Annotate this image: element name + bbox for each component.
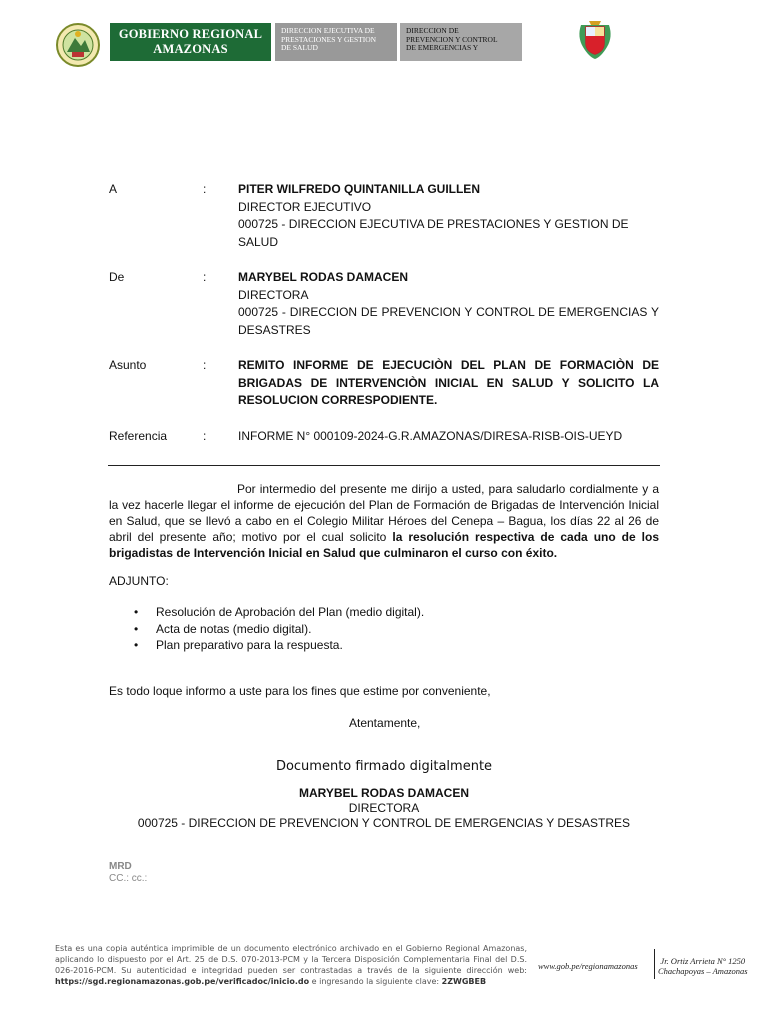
- recipient-name: PITER WILFREDO QUINTANILLA GUILLEN: [238, 182, 480, 196]
- office-line: DE SALUD: [281, 43, 318, 52]
- office-line: DIRECCION EJECUTIVA DE: [281, 26, 375, 35]
- footer-divider: [654, 949, 655, 979]
- reference-label: Referencia: [109, 429, 168, 443]
- sender-name: MARYBEL RODAS DAMACEN: [238, 270, 409, 284]
- office-line: DE EMERGENCIAS Y: [406, 43, 479, 52]
- brand-line-2: AMAZONAS: [153, 42, 228, 56]
- office-line: PREVENCION Y CONTROL: [406, 34, 498, 44]
- verify-link[interactable]: https://sgd.regionamazonas.gob.pe/verificadoc/inicio.do: [55, 977, 310, 986]
- recipient-title: DIRECTOR EJECUTIVO: [238, 199, 372, 214]
- notice-text: Esta es una copia auténtica imprimible de un documento electrónico archivado en el Gobierno Regional Amazonas, aplicando lo dispuesto por el Art. 25 de D.S. 070-2013-PCM y la Tercera Disposición Complementaria Final del D.S. 026-2016-PCM. Su autenticidad e integridad pueden ser contrastadas a través de la siguiente dirección web:: [55, 944, 527, 975]
- list-item: [134, 604, 424, 621]
- authenticity-notice: [55, 943, 527, 987]
- address-line-1: Jr. Ortiz Arrieta N° 1250: [660, 956, 746, 966]
- body-paragraph: [109, 481, 659, 561]
- signer-title: DIRECTORA: [348, 801, 420, 815]
- brand-name-box: [110, 23, 271, 61]
- attachments-label: ADJUNTO:: [109, 574, 169, 588]
- closing-sentence: Es todo loque informo a uste para los fines que estime por conveniente,: [109, 684, 491, 698]
- office-box-emergencias: [400, 23, 522, 61]
- to-value: [238, 181, 659, 251]
- brand-line-1: GOBIERNO REGIONAL: [118, 27, 263, 41]
- cc-line: CC.: cc.:: [109, 873, 148, 884]
- signer-unit: 000725 - DIRECCION DE PREVENCION Y CONTROL DE EMERGENCIAS Y DESASTRES: [137, 816, 631, 830]
- list-item: [134, 637, 424, 654]
- website-link[interactable]: www.gob.pe/regionamazonas: [538, 961, 638, 971]
- colon: :: [203, 182, 207, 196]
- address-block: [658, 956, 748, 976]
- signer-name: MARYBEL RODAS DAMACEN: [298, 786, 469, 800]
- letterhead: [55, 22, 715, 68]
- bullet: •: [134, 621, 139, 636]
- author-initials: MRD: [109, 861, 132, 872]
- address-line-2: Chachapoyas – Amazonas: [658, 966, 748, 976]
- colon: :: [203, 358, 207, 372]
- signature-block: [0, 786, 768, 831]
- bullet: •: [134, 638, 139, 652]
- paragraph-bold-text: la resolución respectiva de cada uno de los brigadistas de Intervención Inicial en Salud que culminaron el curso con éxito.: [109, 530, 660, 560]
- list-item-text: Plan preparativo para la respuesta.: [156, 638, 343, 652]
- sender-unit: 000725 - DIRECCION DE PREVENCION Y CONTROL DE EMERGENCIAS Y DESASTRES: [238, 305, 659, 337]
- list-item: [134, 621, 424, 638]
- regards: Atentamente,: [349, 716, 421, 730]
- colon: :: [203, 270, 207, 284]
- office-box-prestaciones: [275, 23, 397, 61]
- recipient-unit: 000725 - DIRECCION EJECUTIVA DE PRESTACIONES Y GESTION DE SALUD: [238, 217, 629, 249]
- from-value: [238, 269, 659, 339]
- office-line: PRESTACIONES Y GESTION: [281, 34, 377, 44]
- reference-text: INFORME N° 000109-2024-G.R.AMAZONAS/DIRESA-RISB-OIS-UEYD: [238, 429, 623, 443]
- digital-signature-note: Documento firmado digitalmente: [275, 759, 493, 774]
- office-line: DIRECCION DE: [406, 26, 459, 35]
- list-item-text: Resolución de Aprobación del Plan (medio digital).: [156, 605, 425, 619]
- verification-code: 2ZWGBEB: [441, 977, 487, 986]
- sender-title: DIRECTORA: [238, 287, 309, 302]
- attachments-list: [134, 604, 424, 654]
- colon: :: [203, 429, 207, 443]
- list-item-text: Acta de notas (medio digital).: [156, 621, 312, 636]
- paragraph-text: Por intermedio del presente me dirijo a usted, para saludarlo cordialmente y a la vez hacerle llegar el informe de ejecución del Plan de Formación de Brigadas de Intervención Inicial en Salud, que se llevó a cabo en el Colegio Militar Héroes del Cenepa – Bagua, los días 22 al 26 de abril del presente año; motivo por el cual solicito: [109, 482, 659, 544]
- subject-label: Asunto: [109, 358, 147, 372]
- regional-seal-icon: [55, 22, 101, 68]
- bullet: •: [134, 605, 139, 619]
- from-label: De: [109, 270, 125, 284]
- divider-line: [108, 465, 660, 466]
- subject-text: REMITO INFORME DE EJECUCIÒN DEL PLAN DE FORMACIÒN DE BRIGADAS DE INTERVENCIÒN INICIAL EN SALUD Y SOLICITO LA RESOLUCION CORRESPODIENTE.: [238, 358, 659, 407]
- initials-block: [109, 861, 147, 885]
- peru-coat-of-arms-icon: [575, 17, 615, 61]
- notice-tail: e ingresando la siguiente clave:: [311, 977, 440, 986]
- to-label: A: [109, 182, 118, 196]
